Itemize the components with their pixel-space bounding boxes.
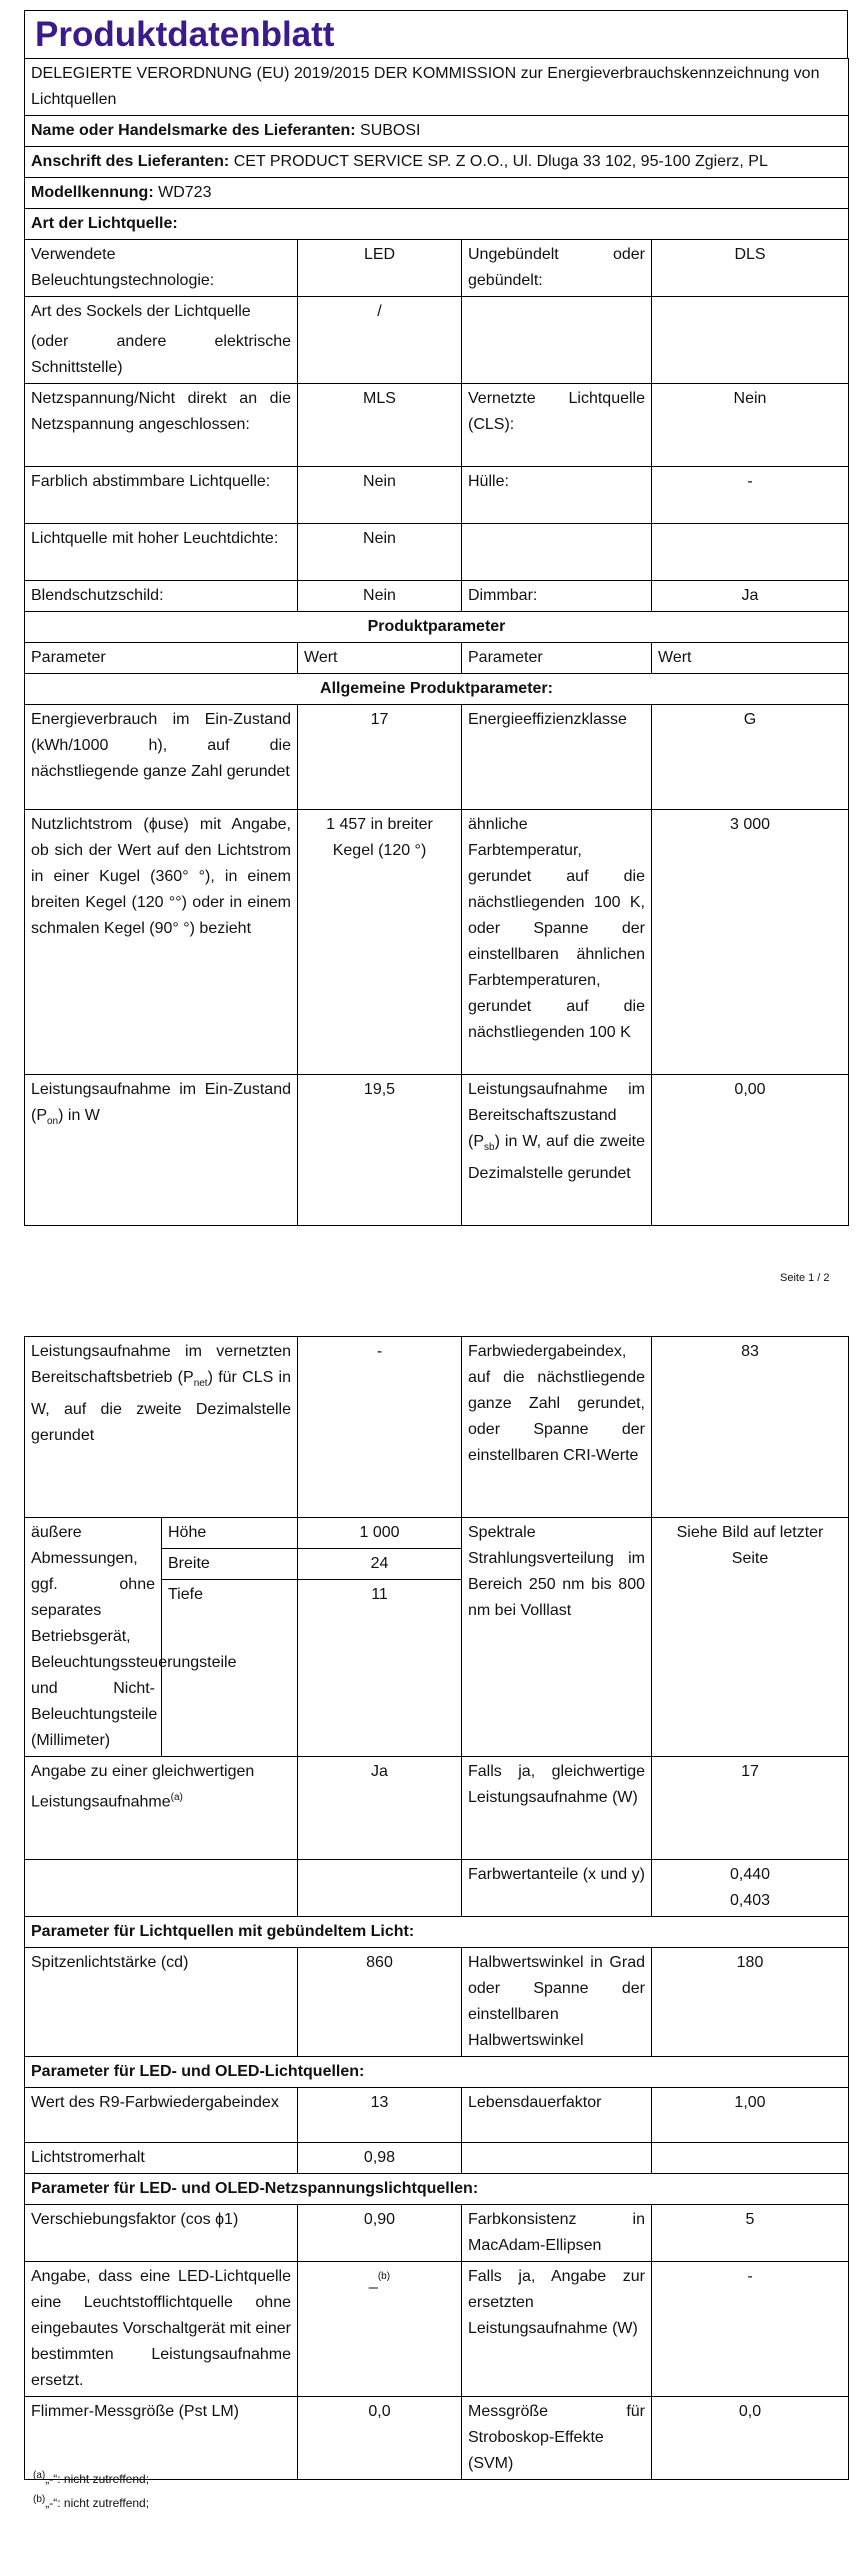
table-row	[25, 581, 849, 612]
equivalent-power-w-value: 17	[652, 1757, 849, 1860]
col-header-param: Parameter	[25, 643, 298, 674]
light-source-type-heading: Art der Lichtquelle:	[25, 209, 849, 240]
table-row	[25, 1948, 849, 2057]
table-row	[25, 1757, 849, 1860]
section-row	[25, 2174, 849, 2205]
useful-flux-label: Nutzlichtstrom (ϕuse) mit Angabe, ob sich der Wert auf den Lichtstrom in einer Kugel (360° °), in einem breiten Kegel (120 °°) oder in einem schmalen Kegel (90° °) bezieht	[25, 810, 298, 1075]
product-params-row	[25, 612, 849, 643]
equivalent-power-value: Ja	[298, 1757, 462, 1860]
table-row	[25, 705, 849, 810]
spectral-distribution-value: Siehe Bild auf letzter Seite	[652, 1518, 849, 1757]
dimension-width-value: 24	[298, 1549, 462, 1580]
page-title: Produktdatenblatt	[24, 10, 848, 58]
datasheet-page-1	[24, 10, 848, 1226]
tunable-value: Nein	[298, 467, 462, 524]
col-header-param: Parameter	[462, 643, 652, 674]
directional-label: Ungebündelt oder gebündelt:	[462, 240, 652, 297]
peak-intensity-label: Spitzenlichtstärke (cd)	[25, 1948, 298, 2057]
technology-value: LED	[298, 240, 462, 297]
efficiency-class-label: Energieeffizienzklasse	[462, 705, 652, 810]
col-header-value: Wert	[298, 643, 462, 674]
general-params-heading: Allgemeine Produktparameter:	[25, 674, 849, 705]
model-row	[25, 178, 849, 209]
mains-label: Netzspannung/Nicht direkt an die Netzspannung angeschlossen:	[25, 384, 298, 467]
empty-cell	[652, 524, 849, 581]
dimension-height-value: 1 000	[298, 1518, 462, 1549]
section-row	[25, 2057, 849, 2088]
replacement-claim-label: Angabe, dass eine LED-Lichtquelle eine Leuchtstofflichtquelle ohne eingebautes Vorschaltgerät mit einer bestimmten Leistungsaufnahme ersetzt.	[25, 2262, 298, 2397]
svm-value: 0,0	[652, 2397, 849, 2480]
empty-cell	[462, 297, 652, 384]
regulation-text: DELEGIERTE VERORDNUNG (EU) 2019/2015 DER KOMMISSION zur Energieverbrauchskennzeichnung von Lichtquellen	[25, 59, 849, 116]
section-row	[25, 1917, 849, 1948]
survival-factor-value: 1,00	[652, 2088, 849, 2143]
product-params-heading: Produktparameter	[25, 612, 849, 643]
standby-power-label: Leistungsaufnahme im Bereitschaftszustand $(P_{sb})$ in W, auf die zweite Dezimalstelle gerundet	[462, 1075, 652, 1226]
mains-value: MLS	[298, 384, 462, 467]
macadam-label: Farbkonsistenz in MacAdam-Ellipsen	[462, 2205, 652, 2262]
equivalent-power-w-label: Falls ja, gleichwertige Leistungsaufnahme (W)	[462, 1757, 652, 1860]
table-row	[25, 1337, 849, 1518]
chromaticity-label: Farbwertanteile (x und y)	[462, 1860, 652, 1917]
envelope-label: Hülle:	[462, 467, 652, 524]
model-label: Modellkennung:	[31, 184, 154, 201]
cls-label: Vernetzte Lichtquelle (CLS):	[462, 384, 652, 467]
lumen-maintenance-value: 0,98	[298, 2143, 462, 2174]
cct-label: ähnliche Farbtemperatur, gerundet auf die nächstliegenden 100 K, oder Spanne der einstellbaren ähnlichen Farbtemperaturen, gerundet auf die nächstliegenden 100 K	[462, 810, 652, 1075]
cap-type-sublabel: (oder andere elektrische Schnittstelle)	[31, 333, 291, 376]
dimension-depth-label: Tiefe	[162, 1580, 298, 1757]
flicker-label: Flimmer-Messgröße (Pst LM)	[25, 2397, 298, 2480]
on-mode-power-label: Leistungsaufnahme im Ein-Zustand $(P_{on})$ in W	[25, 1075, 298, 1226]
empty-cell	[652, 297, 849, 384]
supplier-address-label: Anschrift des Lieferanten:	[31, 153, 230, 170]
supplier-address-row	[25, 147, 849, 178]
r9-value: 13	[298, 2088, 462, 2143]
tunable-label: Farblich abstimmbare Lichtquelle:	[25, 467, 298, 524]
energy-consumption-label: Energieverbrauch im Ein-Zustand (kWh/1000 h), auf die nächstliegende ganze Zahl gerundet	[25, 705, 298, 810]
datasheet-table-1	[24, 58, 849, 1226]
survival-factor-label: Lebensdauerfaktor	[462, 2088, 652, 2143]
table-row	[25, 240, 849, 297]
table-row	[25, 2143, 849, 2174]
networked-standby-value: -	[298, 1337, 462, 1518]
displacement-factor-value: 0,90	[298, 2205, 462, 2262]
dimension-width-label: Breite	[162, 1549, 298, 1580]
empty-cell	[25, 1860, 298, 1917]
replacement-claim-value: _$^{(b)}$	[298, 2262, 462, 2397]
energy-consumption-value: 17	[298, 705, 462, 810]
dimmable-label: Dimmbar:	[462, 581, 652, 612]
macadam-value: 5	[652, 2205, 849, 2262]
on-mode-power-value: 19,5	[298, 1075, 462, 1226]
lumen-maintenance-label: Lichtstromerhalt	[25, 2143, 298, 2174]
supplier-address-value: CET PRODUCT SERVICE SP. Z O.O., Ul. Dluga 33 102, 95-100 Zgierz, PL	[233, 153, 768, 170]
envelope-value: -	[652, 467, 849, 524]
table-row	[25, 2262, 849, 2397]
table-row	[25, 524, 849, 581]
technology-label: Verwendete Beleuchtungstechnologie:	[25, 240, 298, 297]
table-row	[25, 1860, 849, 1917]
table-row	[25, 467, 849, 524]
directional-value: DLS	[652, 240, 849, 297]
cls-value: Nein	[652, 384, 849, 467]
peak-intensity-value: 860	[298, 1948, 462, 2057]
empty-cell	[298, 1860, 462, 1917]
networked-standby-label: Leistungsaufnahme im vernetzten Bereitschaftsbetrieb $(P_{net})$ für CLS in W, auf die zweite Dezimalstelle gerundet	[25, 1337, 298, 1518]
useful-flux-value: 1 457 in breiter Kegel (120 °)	[298, 810, 462, 1075]
table-row	[25, 2397, 849, 2480]
empty-cell	[462, 524, 652, 581]
table-row	[25, 810, 849, 1075]
mls-section-heading: Parameter für LED- und OLED-Netzspannungslichtquellen:	[25, 2174, 849, 2205]
standby-power-value: 0,00	[652, 1075, 849, 1226]
light-source-type-row	[25, 209, 849, 240]
column-header-row	[25, 643, 849, 674]
table-row	[25, 297, 849, 384]
directional-section-heading: Parameter für Lichtquellen mit gebündeltem Licht:	[25, 1917, 849, 1948]
supplier-name-value: SUBOSI	[360, 122, 421, 139]
dimension-depth-value: 11	[298, 1580, 462, 1757]
high-luminance-label: Lichtquelle mit hoher Leuchtdichte:	[25, 524, 298, 581]
dimensions-label: äußere Abmessungen, ggf. ohne separates Betriebsgerät, Beleuchtungssteuerungsteile und Nicht-Beleuchtungsteile (Millimeter)	[25, 1518, 162, 1757]
spectral-distribution-label: Spektrale Strahlungsverteilung im Bereich 250 nm bis 800 nm bei Volllast	[462, 1518, 652, 1757]
cri-value: 83	[652, 1337, 849, 1518]
high-luminance-value: Nein	[298, 524, 462, 581]
regulation-row	[25, 59, 849, 116]
equivalent-power-label: Angabe zu einer gleichwertigen Leistungsaufnahme$^{(a)}$	[25, 1757, 298, 1860]
page-number: Seite 1 / 2	[780, 1272, 830, 1284]
table-row	[25, 1075, 849, 1226]
datasheet-page-2	[24, 1336, 848, 2480]
cct-value: 3 000	[652, 810, 849, 1075]
efficiency-class-value: G	[652, 705, 849, 810]
dimmable-value: Ja	[652, 581, 849, 612]
cri-label: Farbwiedergabeindex, auf die nächstliegende ganze Zahl gerundet, oder Spanne der einstellbaren CRI-Werte	[462, 1337, 652, 1518]
supplier-name-label: Name oder Handelsmarke des Lieferanten:	[31, 122, 356, 139]
footnote-b: $^{(b)}$„-“: nicht zutreffend;	[33, 2494, 150, 2510]
supplier-name-row	[25, 116, 849, 147]
flicker-value: 0,0	[298, 2397, 462, 2480]
empty-cell	[652, 2143, 849, 2174]
replacement-power-value: -	[652, 2262, 849, 2397]
dimensions-row	[25, 1518, 849, 1549]
cap-type-value: /	[298, 297, 462, 384]
led-section-heading: Parameter für LED- und OLED-Lichtquellen:	[25, 2057, 849, 2088]
datasheet-table-2	[24, 1336, 849, 2480]
empty-cell	[462, 2143, 652, 2174]
beam-angle-label: Halbwertswinkel in Grad oder Spanne der einstellbaren Halbwertswinkel	[462, 1948, 652, 2057]
footnote-a: $^{(a)}$„-“: nicht zutreffend;	[33, 2470, 150, 2486]
table-row	[25, 2205, 849, 2262]
dimension-height-label: Höhe	[162, 1518, 298, 1549]
chromaticity-value: 0,440 0,403	[652, 1860, 849, 1917]
table-row	[25, 384, 849, 467]
col-header-value: Wert	[652, 643, 849, 674]
antiglare-label: Blendschutzschild:	[25, 581, 298, 612]
displacement-factor-label: Verschiebungsfaktor (cos ϕ1)	[25, 2205, 298, 2262]
model-value: WD723	[158, 184, 212, 201]
beam-angle-value: 180	[652, 1948, 849, 2057]
svm-label: Messgröße für Stroboskop-Effekte (SVM)	[462, 2397, 652, 2480]
cap-type-label: Art des Sockels der Lichtquelle	[31, 303, 251, 320]
table-row	[25, 2088, 849, 2143]
general-params-row	[25, 674, 849, 705]
antiglare-value: Nein	[298, 581, 462, 612]
r9-label: Wert des R9-Farbwiedergabeindex	[25, 2088, 298, 2143]
replacement-power-label: Falls ja, Angabe zur ersetzten Leistungsaufnahme (W)	[462, 2262, 652, 2397]
